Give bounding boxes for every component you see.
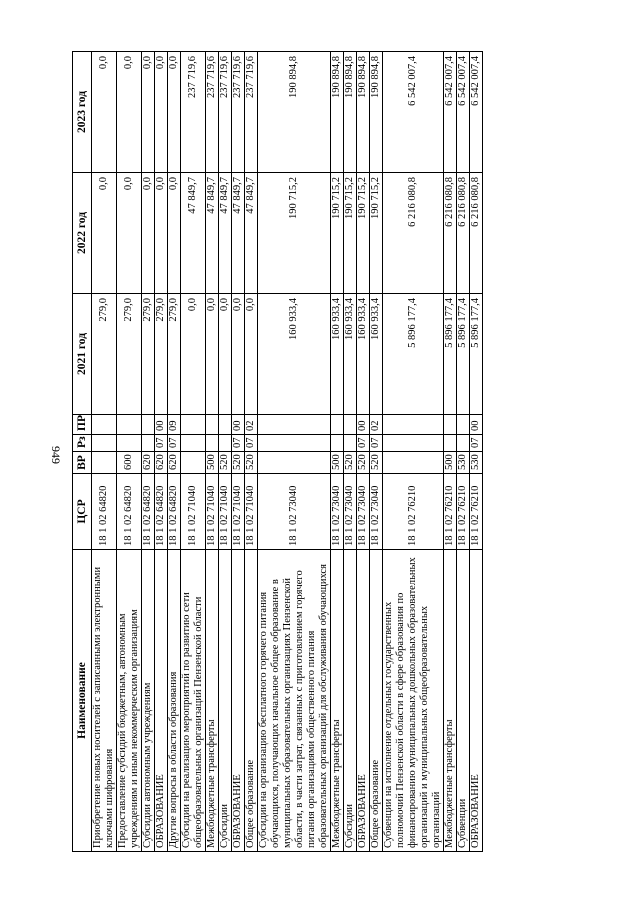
cell-vr: 530 [457,452,470,474]
cell-csr: 18 1 02 71040 [206,474,219,550]
cell-2022: 6 216 080,8 [444,173,457,294]
cell-name: Субсидии [219,550,232,852]
cell-pr [219,415,232,435]
cell-csr: 18 1 02 73040 [331,474,344,550]
cell-csr: 18 1 02 64820 [92,474,117,550]
cell-vr [258,452,331,474]
cell-pr [142,415,155,435]
cell-2022: 0,0 [92,173,117,294]
cell-name: ОБРАЗОВАНИЕ [357,550,370,852]
cell-2023: 0,0 [155,52,168,173]
cell-pr [117,415,142,435]
cell-pr [92,415,117,435]
cell-rz [206,435,219,452]
cell-2023: 0,0 [142,52,155,173]
cell-2021: 279,0 [168,294,181,415]
cell-2022: 47 849,7 [232,173,245,294]
table-row [245,52,258,852]
header-vr: ВР [73,452,92,474]
table-row [457,52,470,852]
cell-csr: 18 1 02 73040 [357,474,370,550]
header-2022: 2022 год [73,173,92,294]
cell-2022: 190 715,2 [344,173,357,294]
cell-rz: 07 [245,435,258,452]
cell-2021: 160 933,4 [258,294,331,415]
cell-csr: 18 1 02 64820 [117,474,142,550]
cell-2021: 5 896 177,4 [457,294,470,415]
cell-name: Другие вопросы в области образования [168,550,181,852]
cell-2021: 160 933,4 [331,294,344,415]
cell-rz: 07 [470,435,483,452]
cell-vr: 520 [219,452,232,474]
cell-name: Субвенции [457,550,470,852]
cell-pr [383,415,444,435]
cell-2022: 190 715,2 [258,173,331,294]
cell-csr: 18 1 02 64820 [168,474,181,550]
rotated-page-content [72,52,572,852]
cell-name: Субсидии автономным учреждениям [142,550,155,852]
cell-2023: 6 542 007,4 [457,52,470,173]
cell-pr: 09 [168,415,181,435]
cell-2022: 190 715,2 [331,173,344,294]
cell-rz [344,435,357,452]
cell-csr: 18 1 02 71040 [219,474,232,550]
cell-2021: 279,0 [142,294,155,415]
cell-vr: 620 [142,452,155,474]
cell-pr [181,415,206,435]
header-pr: ПР [73,415,92,435]
cell-2023: 190 894,8 [331,52,344,173]
cell-2021: 0,0 [232,294,245,415]
cell-vr: 520 [344,452,357,474]
cell-pr [206,415,219,435]
table-row [181,52,206,852]
header-name: Наименование [73,550,92,852]
header-csr: ЦСР [73,474,92,550]
cell-rz: 07 [370,435,383,452]
cell-csr: 18 1 02 73040 [344,474,357,550]
header-2021: 2021 год [73,294,92,415]
cell-2023: 190 894,8 [370,52,383,173]
cell-pr: 00 [232,415,245,435]
cell-rz [92,435,117,452]
cell-2022: 47 849,7 [206,173,219,294]
cell-pr: 00 [155,415,168,435]
cell-csr: 18 1 02 64820 [142,474,155,550]
cell-name: ОБРАЗОВАНИЕ [232,550,245,852]
table-row [344,52,357,852]
cell-2021: 160 933,4 [370,294,383,415]
cell-2022: 0,0 [168,173,181,294]
header-2023: 2023 год [73,52,92,173]
cell-2022: 0,0 [142,173,155,294]
table-row [92,52,117,852]
cell-name: Субвенции на исполнение отдельных государственных полномочий Пензенской области в сфере образования по финансированию муниципальных дошкольных образовательных организаций и муниципальных общеобразовательных организаций [383,550,444,852]
cell-2021: 0,0 [219,294,232,415]
cell-2022: 6 216 080,8 [383,173,444,294]
cell-vr: 500 [331,452,344,474]
cell-name: Межбюджетные трансферты [331,550,344,852]
cell-2023: 0,0 [92,52,117,173]
table-row [470,52,483,852]
cell-2023: 237 719,6 [232,52,245,173]
cell-rz [457,435,470,452]
cell-csr: 18 1 02 71040 [181,474,206,550]
cell-name: Предоставление субсидий бюджетным, автономным учреждениям и иным некоммерческим организациям [117,550,142,852]
cell-name: Субсидии [344,550,357,852]
cell-rz [142,435,155,452]
table-row [219,52,232,852]
cell-rz [181,435,206,452]
cell-vr: 520 [357,452,370,474]
cell-2022: 47 849,7 [219,173,232,294]
table-row [206,52,219,852]
cell-name: Общее образование [370,550,383,852]
cell-csr: 18 1 02 73040 [370,474,383,550]
cell-csr: 18 1 02 76210 [383,474,444,550]
cell-csr: 18 1 02 76210 [457,474,470,550]
cell-vr: 520 [232,452,245,474]
cell-rz: 07 [168,435,181,452]
cell-2021: 5 896 177,4 [444,294,457,415]
cell-rz: 07 [357,435,370,452]
cell-name: ОБРАЗОВАНИЕ [470,550,483,852]
table-row [142,52,155,852]
cell-2023: 190 894,8 [344,52,357,173]
cell-pr [258,415,331,435]
cell-vr: 520 [370,452,383,474]
cell-2022: 0,0 [155,173,168,294]
cell-rz [444,435,457,452]
cell-vr [92,452,117,474]
table-row [232,52,245,852]
cell-rz: 07 [232,435,245,452]
cell-vr: 620 [155,452,168,474]
cell-2021: 0,0 [206,294,219,415]
table-row [168,52,181,852]
cell-csr: 18 1 02 76210 [444,474,457,550]
cell-2021: 160 933,4 [357,294,370,415]
cell-2021: 0,0 [181,294,206,415]
cell-2023: 0,0 [168,52,181,173]
cell-pr [344,415,357,435]
cell-name: Приобретение новых носителей с записанными электронными ключами шифрования [92,550,117,852]
cell-2023: 6 542 007,4 [383,52,444,173]
cell-vr [383,452,444,474]
cell-vr: 530 [470,452,483,474]
cell-2022: 6 216 080,8 [470,173,483,294]
cell-2023: 237 719,6 [181,52,206,173]
cell-csr: 18 1 02 71040 [232,474,245,550]
cell-2023: 237 719,6 [245,52,258,173]
cell-2022: 190 715,2 [357,173,370,294]
cell-rz [331,435,344,452]
cell-name: Субсидии на реализацию мероприятий по развитию сети общеобразовательных организаций Пензенской области [181,550,206,852]
page-number: 949 [49,446,63,464]
cell-name: Субсидии на организацию бесплатного горячего питания обучающихся, получающих начальное общее образование в муниципальных образовательных организациях Пензенской области, в части затрат, связанных с приготовлением горячего питания организациями общественного питания образовательных организаций для обслуживания обучающихся [258,550,331,852]
cell-pr: 02 [245,415,258,435]
cell-2023: 190 894,8 [258,52,331,173]
cell-name: ОБРАЗОВАНИЕ [155,550,168,852]
table-row [331,52,344,852]
cell-name: Межбюджетные трансферты [206,550,219,852]
table-row [357,52,370,852]
cell-pr: 00 [470,415,483,435]
cell-2023: 190 894,8 [357,52,370,173]
cell-vr [181,452,206,474]
cell-csr: 18 1 02 73040 [258,474,331,550]
cell-2023: 237 719,6 [219,52,232,173]
cell-name: Общее образование [245,550,258,852]
cell-vr: 500 [206,452,219,474]
cell-2022: 47 849,7 [181,173,206,294]
cell-rz [383,435,444,452]
cell-2021: 279,0 [92,294,117,415]
table-row [383,52,444,852]
cell-pr: 00 [357,415,370,435]
cell-rz [117,435,142,452]
cell-vr: 600 [117,452,142,474]
cell-pr [331,415,344,435]
cell-rz [258,435,331,452]
cell-2023: 6 542 007,4 [470,52,483,173]
cell-csr: 18 1 02 64820 [155,474,168,550]
cell-2022: 6 216 080,8 [457,173,470,294]
cell-vr: 520 [245,452,258,474]
cell-2021: 5 896 177,4 [470,294,483,415]
cell-2021: 279,0 [155,294,168,415]
table-row [155,52,168,852]
cell-2021: 5 896 177,4 [383,294,444,415]
cell-pr: 02 [370,415,383,435]
cell-2023: 0,0 [117,52,142,173]
cell-2023: 237 719,6 [206,52,219,173]
cell-rz [219,435,232,452]
cell-rz: 07 [155,435,168,452]
cell-name: Межбюджетные трансферты [444,550,457,852]
table-row [258,52,331,852]
cell-2021: 160 933,4 [344,294,357,415]
budget-table [72,51,483,852]
cell-2021: 279,0 [117,294,142,415]
table-row [117,52,142,852]
cell-2021: 0,0 [245,294,258,415]
cell-2023: 6 542 007,4 [444,52,457,173]
header-rz: Рз [73,435,92,452]
cell-vr: 500 [444,452,457,474]
cell-vr: 620 [168,452,181,474]
table-row [370,52,383,852]
cell-2022: 0,0 [117,173,142,294]
cell-pr [444,415,457,435]
table-header-row [73,52,92,852]
cell-2022: 190 715,2 [370,173,383,294]
cell-pr [457,415,470,435]
cell-csr: 18 1 02 71040 [245,474,258,550]
cell-csr: 18 1 02 76210 [470,474,483,550]
cell-2022: 47 849,7 [245,173,258,294]
table-row [444,52,457,852]
